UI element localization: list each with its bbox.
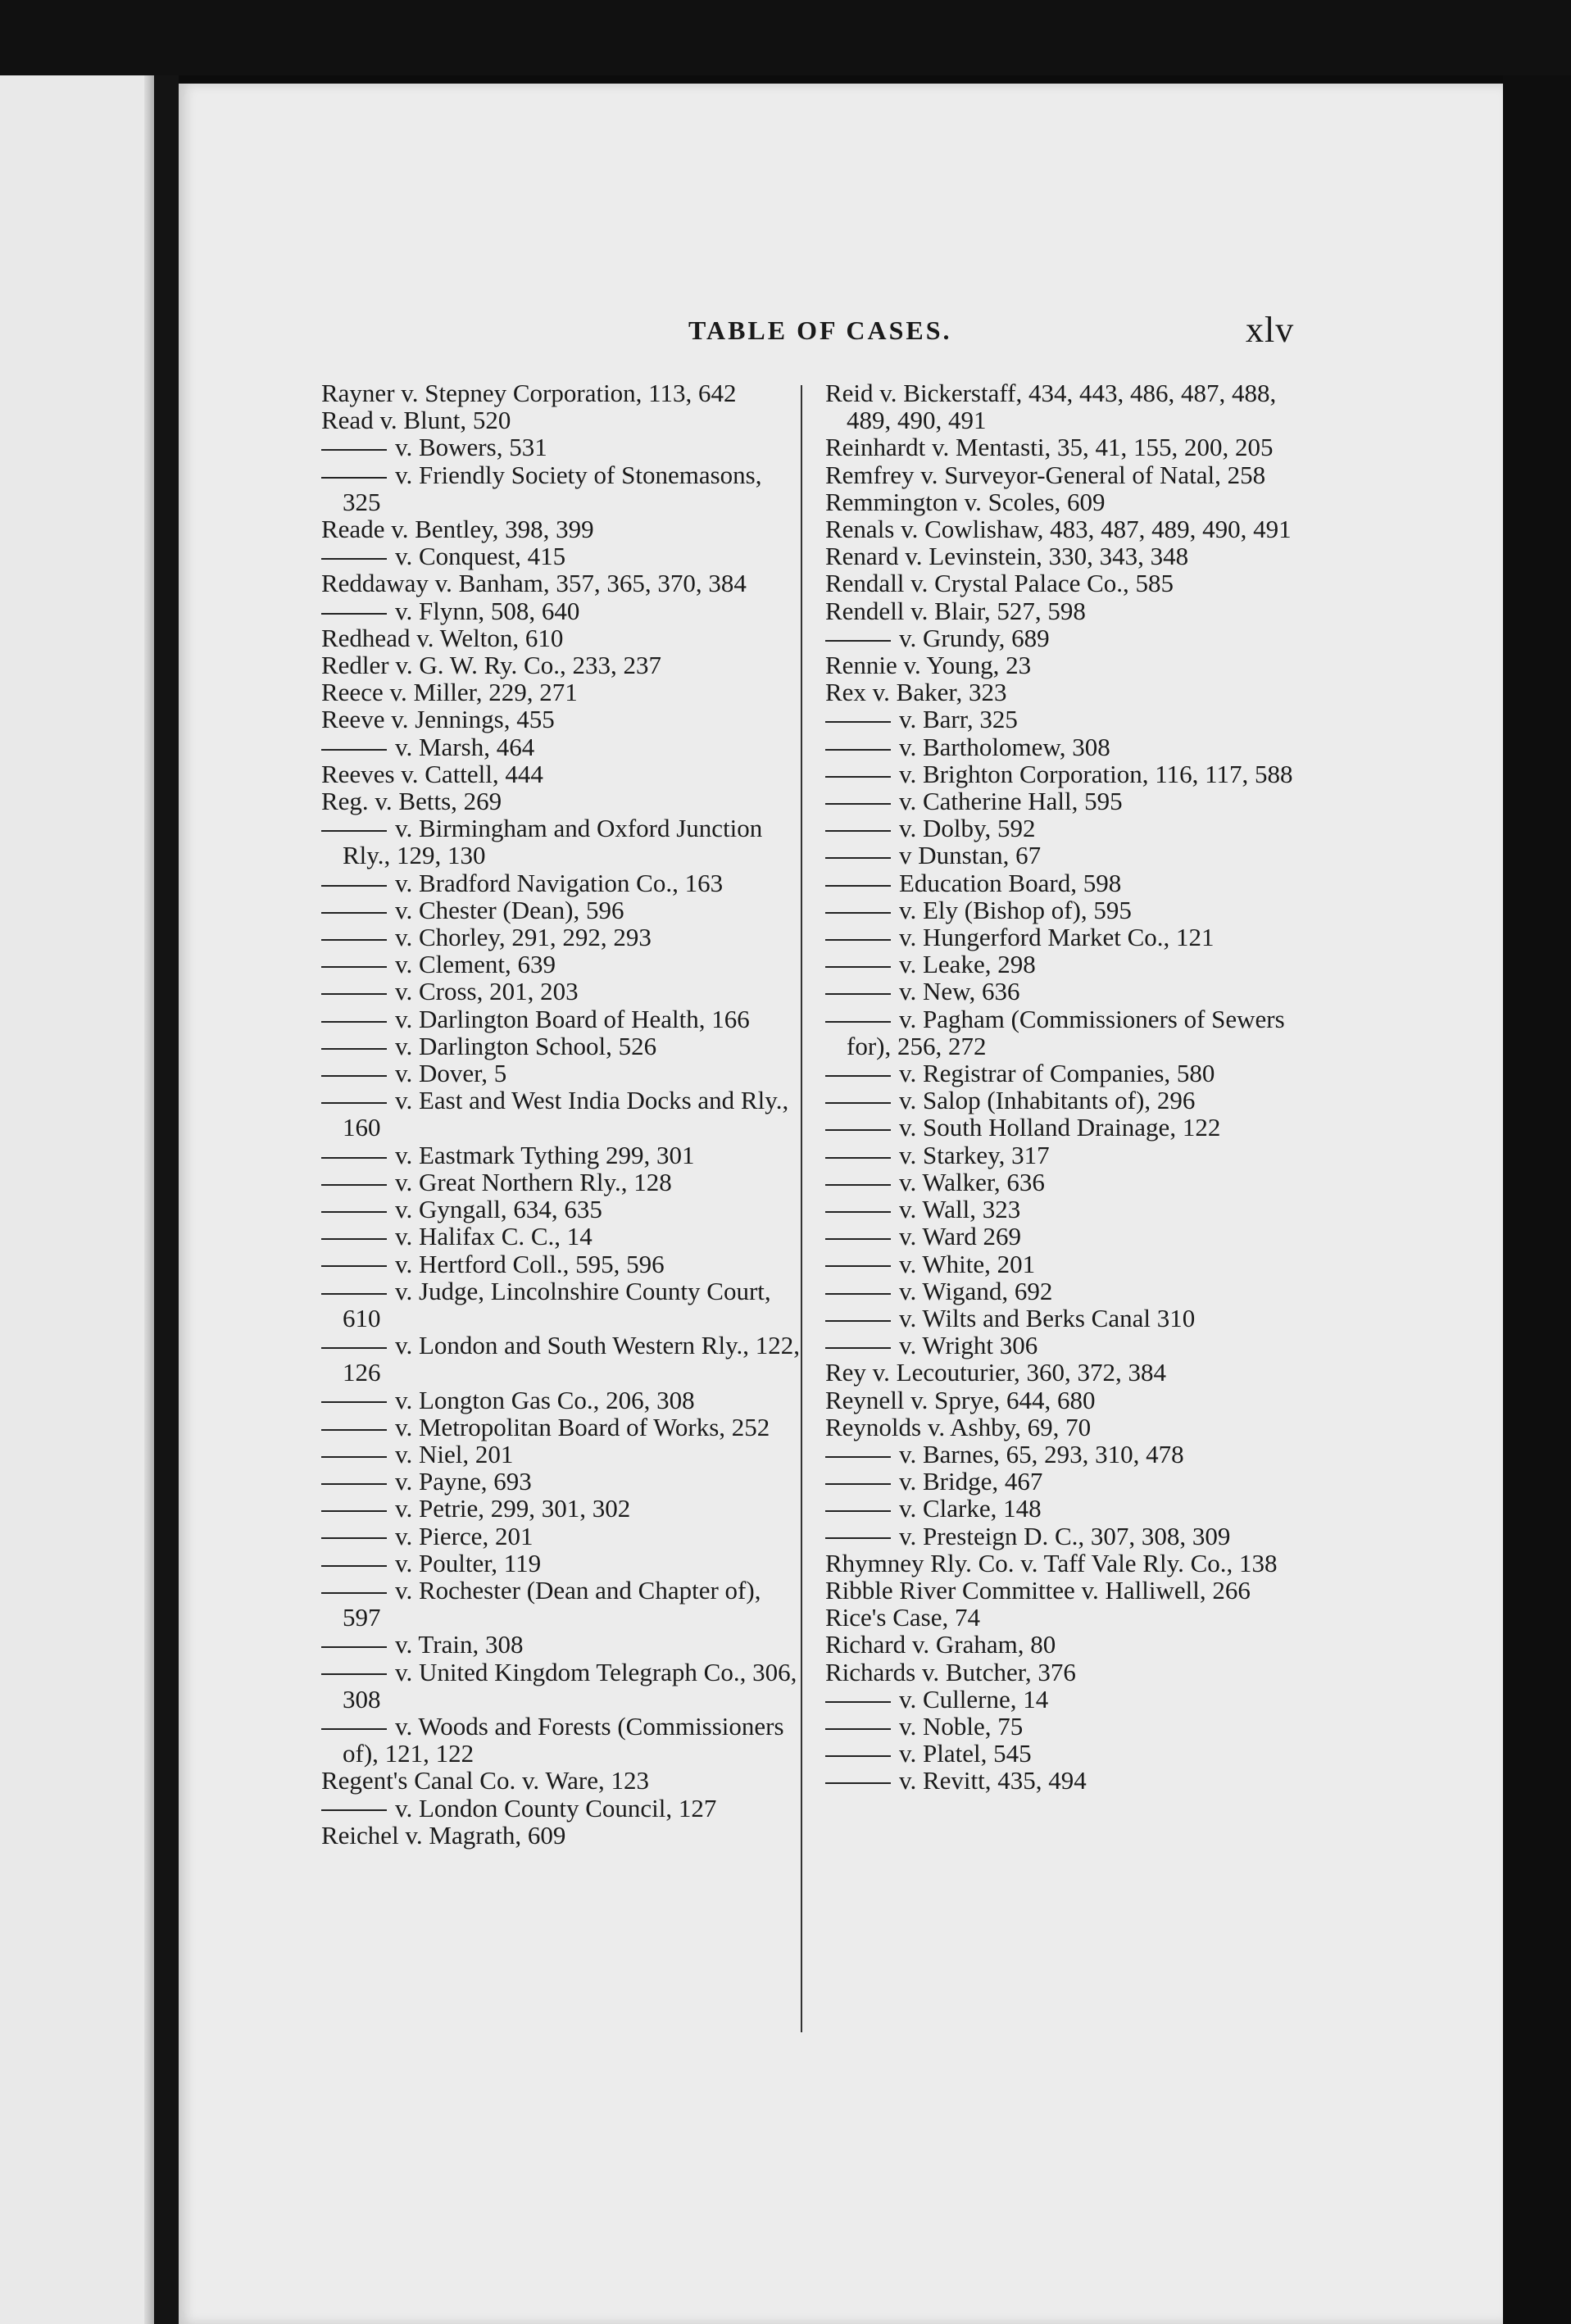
case-entry bbox=[321, 1550, 803, 1577]
case-text: Rendall v. Crystal Palace Co., 585 bbox=[825, 569, 1174, 598]
ditto-dash bbox=[825, 1265, 891, 1267]
ditto-dash bbox=[321, 830, 387, 832]
ditto-dash bbox=[825, 885, 891, 887]
case-text: Rendell v. Blair, 527, 598 bbox=[825, 596, 1086, 625]
case-text: Reeve v. Jennings, 455 bbox=[321, 705, 555, 734]
case-entry bbox=[321, 1005, 803, 1033]
case-text: v. Gyngall, 634, 635 bbox=[395, 1195, 602, 1224]
case-entry bbox=[825, 1060, 1304, 1087]
case-entry bbox=[321, 788, 803, 815]
case-text: v. Cross, 201, 203 bbox=[395, 977, 579, 1006]
case-entry bbox=[321, 978, 803, 1005]
case-text: v. Conquest, 415 bbox=[395, 542, 566, 571]
ditto-dash bbox=[321, 1401, 387, 1403]
case-text: v. White, 201 bbox=[899, 1249, 1036, 1278]
case-entry bbox=[825, 1005, 1304, 1060]
case-entry bbox=[321, 1278, 803, 1332]
case-entry bbox=[321, 924, 803, 951]
case-text: v. Flynn, 508, 640 bbox=[395, 596, 580, 625]
case-entry bbox=[825, 842, 1304, 869]
case-text: v. Eastmark Tything 299, 301 bbox=[395, 1140, 695, 1169]
case-text: v. Rochester (Dean and Chapter of), 597 bbox=[343, 1575, 761, 1632]
right-column bbox=[825, 379, 1304, 1795]
case-text: Education Board, 598 bbox=[899, 868, 1122, 897]
case-entry bbox=[825, 1387, 1304, 1414]
case-entry bbox=[825, 515, 1304, 542]
case-entry bbox=[825, 597, 1304, 624]
case-text: v. United Kingdom Telegraph Co., 306, 308 bbox=[343, 1657, 797, 1713]
case-text: v Dunstan, 67 bbox=[899, 841, 1042, 870]
case-entry bbox=[321, 1251, 803, 1278]
ditto-dash bbox=[321, 1293, 387, 1295]
case-text: Reece v. Miller, 229, 271 bbox=[321, 678, 578, 707]
case-entry bbox=[321, 1822, 803, 1849]
case-text: v. Revitt, 435, 494 bbox=[899, 1766, 1087, 1795]
case-text: v. Walker, 636 bbox=[899, 1167, 1045, 1196]
ditto-dash bbox=[321, 1483, 387, 1485]
case-text: Reichel v. Magrath, 609 bbox=[321, 1820, 566, 1850]
case-entry bbox=[825, 624, 1304, 651]
case-text: v. Darlington Board of Health, 166 bbox=[395, 1004, 750, 1033]
case-entry bbox=[321, 379, 803, 406]
case-text: Rex v. Baker, 323 bbox=[825, 678, 1007, 707]
scan-right-border bbox=[1503, 75, 1571, 2324]
case-entry bbox=[825, 1577, 1304, 1604]
ditto-dash bbox=[825, 1456, 891, 1458]
case-entry bbox=[825, 1713, 1304, 1740]
ditto-dash bbox=[825, 1782, 891, 1784]
case-entry bbox=[321, 1495, 803, 1522]
case-text: Rayner v. Stepney Corporation, 113, 642 bbox=[321, 379, 737, 407]
case-entry bbox=[321, 951, 803, 978]
case-entry bbox=[321, 1795, 803, 1822]
ditto-dash bbox=[321, 1537, 387, 1539]
ditto-dash bbox=[321, 1673, 387, 1675]
case-entry bbox=[825, 815, 1304, 842]
case-entry bbox=[825, 488, 1304, 515]
case-text: v. East and West India Docks and Rly., 160 bbox=[343, 1086, 789, 1142]
ditto-dash bbox=[825, 1238, 891, 1240]
case-text: Reeves v. Cattell, 444 bbox=[321, 759, 543, 788]
case-text: v. Wigand, 692 bbox=[899, 1276, 1053, 1305]
case-entry bbox=[321, 1387, 803, 1414]
case-text: v. Clarke, 148 bbox=[899, 1494, 1042, 1523]
case-text: Reddaway v. Banham, 357, 365, 370, 384 bbox=[321, 569, 747, 598]
ditto-dash bbox=[321, 993, 387, 995]
case-entry bbox=[825, 1740, 1304, 1767]
book-gutter bbox=[154, 75, 179, 2324]
ditto-dash bbox=[825, 1701, 891, 1703]
ditto-dash bbox=[825, 857, 891, 859]
ditto-dash bbox=[321, 1510, 387, 1512]
ditto-dash bbox=[321, 1809, 387, 1811]
case-entry bbox=[321, 760, 803, 788]
case-entry bbox=[321, 1713, 803, 1767]
case-entry bbox=[321, 1033, 803, 1060]
case-text: v. Bridge, 467 bbox=[899, 1467, 1043, 1496]
case-entry bbox=[321, 869, 803, 896]
facing-page-edge bbox=[0, 75, 154, 2324]
ditto-dash bbox=[825, 776, 891, 778]
ditto-dash bbox=[321, 1238, 387, 1240]
case-entry bbox=[825, 760, 1304, 788]
ditto-dash bbox=[321, 885, 387, 887]
case-entry bbox=[825, 1767, 1304, 1794]
case-entry bbox=[825, 978, 1304, 1005]
case-entry bbox=[321, 1523, 803, 1550]
case-text: v. South Holland Drainage, 122 bbox=[899, 1113, 1221, 1142]
ditto-dash bbox=[825, 830, 891, 832]
ditto-dash bbox=[321, 1102, 387, 1104]
ditto-dash bbox=[825, 1537, 891, 1539]
case-entry bbox=[321, 1767, 803, 1794]
case-entry bbox=[825, 896, 1304, 924]
case-entry bbox=[825, 570, 1304, 597]
case-text: v. Metropolitan Board of Works, 252 bbox=[395, 1412, 770, 1441]
case-text: v. Bradford Navigation Co., 163 bbox=[395, 868, 724, 897]
ditto-dash bbox=[321, 749, 387, 751]
case-text: v. Darlington School, 526 bbox=[395, 1031, 657, 1060]
case-text: Rhymney Rly. Co. v. Taff Vale Rly. Co., 138 bbox=[825, 1548, 1278, 1577]
ditto-dash bbox=[825, 966, 891, 968]
ditto-dash bbox=[321, 558, 387, 560]
ditto-dash bbox=[825, 1211, 891, 1213]
case-text: Richard v. Graham, 80 bbox=[825, 1630, 1056, 1659]
case-entry bbox=[321, 1169, 803, 1196]
ditto-dash bbox=[825, 1510, 891, 1512]
case-text: v. Payne, 693 bbox=[395, 1467, 532, 1496]
case-text: v. New, 636 bbox=[899, 977, 1020, 1006]
case-text: v. Dover, 5 bbox=[395, 1059, 507, 1088]
case-text: v. London and South Western Rly., 122, 126 bbox=[343, 1331, 801, 1387]
ditto-dash bbox=[825, 1347, 891, 1349]
case-entry bbox=[825, 1550, 1304, 1577]
ditto-dash bbox=[825, 1157, 891, 1159]
case-text: v. Hungerford Market Co., 121 bbox=[899, 923, 1215, 952]
ditto-dash bbox=[825, 1755, 891, 1757]
ditto-dash bbox=[321, 1157, 387, 1159]
case-entry bbox=[825, 1495, 1304, 1522]
ditto-dash bbox=[825, 1102, 891, 1104]
case-entry bbox=[825, 1278, 1304, 1305]
case-entry bbox=[825, 679, 1304, 706]
case-entry bbox=[825, 651, 1304, 679]
case-text: Reade v. Bentley, 398, 399 bbox=[321, 515, 594, 544]
case-text: v. Ward 269 bbox=[899, 1222, 1022, 1251]
case-entry bbox=[825, 542, 1304, 570]
case-text: v. Longton Gas Co., 206, 308 bbox=[395, 1385, 695, 1414]
ditto-dash bbox=[825, 912, 891, 914]
case-text: v. Halifax C. C., 14 bbox=[395, 1222, 593, 1251]
case-entry bbox=[321, 1142, 803, 1169]
case-text: Redhead v. Welton, 610 bbox=[321, 623, 564, 652]
case-entry bbox=[321, 461, 803, 515]
case-text: v. Train, 308 bbox=[395, 1630, 524, 1659]
case-text: Read v. Blunt, 520 bbox=[321, 406, 511, 435]
case-entry bbox=[321, 651, 803, 679]
case-entry bbox=[321, 1060, 803, 1087]
case-entry bbox=[825, 461, 1304, 488]
case-entry bbox=[321, 1659, 803, 1713]
ditto-dash bbox=[825, 640, 891, 642]
case-entry bbox=[825, 706, 1304, 733]
case-entry bbox=[825, 1441, 1304, 1468]
case-text: v. Hertford Coll., 595, 596 bbox=[395, 1249, 665, 1278]
ditto-dash bbox=[825, 749, 891, 751]
case-text: v. Brighton Corporation, 116, 117, 588 bbox=[899, 759, 1293, 788]
case-text: v. Cullerne, 14 bbox=[899, 1684, 1049, 1713]
ditto-dash bbox=[825, 1728, 891, 1730]
case-entry bbox=[825, 379, 1304, 433]
case-text: v. Great Northern Rly., 128 bbox=[395, 1167, 672, 1196]
case-text: v. Leake, 298 bbox=[899, 950, 1036, 979]
case-text: Redler v. G. W. Ry. Co., 233, 237 bbox=[321, 651, 661, 680]
case-entry bbox=[321, 433, 803, 461]
case-text: v. Grundy, 689 bbox=[899, 623, 1050, 652]
case-entry bbox=[321, 542, 803, 570]
ditto-dash bbox=[321, 1184, 387, 1186]
page-title: TABLE OF CASES. bbox=[688, 315, 952, 345]
case-text: v. London County Council, 127 bbox=[395, 1793, 717, 1822]
case-text: v. Judge, Lincolnshire County Court, 610 bbox=[343, 1276, 771, 1332]
case-text: Renard v. Levinstein, 330, 343, 348 bbox=[825, 542, 1189, 571]
ditto-dash bbox=[321, 1429, 387, 1431]
case-text: v. Dolby, 592 bbox=[899, 814, 1036, 843]
case-text: v. Friendly Society of Stonemasons, 325 bbox=[343, 460, 762, 516]
case-entry bbox=[321, 570, 803, 597]
ditto-dash bbox=[321, 1021, 387, 1023]
case-entry bbox=[321, 624, 803, 651]
case-entry bbox=[321, 406, 803, 433]
case-text: v. Barr, 325 bbox=[899, 705, 1018, 734]
ditto-dash bbox=[321, 1265, 387, 1267]
case-text: Reg. v. Betts, 269 bbox=[321, 787, 502, 816]
case-entry bbox=[825, 1659, 1304, 1686]
case-text: Rice's Case, 74 bbox=[825, 1603, 980, 1632]
case-text: Ribble River Committee v. Halliwell, 266 bbox=[825, 1575, 1251, 1605]
case-entry bbox=[321, 1441, 803, 1468]
case-entry bbox=[825, 1523, 1304, 1550]
ditto-dash bbox=[321, 1456, 387, 1458]
case-entry bbox=[825, 1251, 1304, 1278]
case-entry bbox=[321, 1468, 803, 1495]
ditto-dash bbox=[321, 477, 387, 479]
ditto-dash bbox=[825, 1483, 891, 1485]
ditto-dash bbox=[321, 613, 387, 615]
case-entry bbox=[321, 815, 803, 869]
case-entry bbox=[825, 951, 1304, 978]
case-entry bbox=[321, 1631, 803, 1658]
case-entry bbox=[825, 1142, 1304, 1169]
case-text: v. Chorley, 291, 292, 293 bbox=[395, 923, 652, 952]
case-entry bbox=[825, 1114, 1304, 1141]
case-entry bbox=[825, 924, 1304, 951]
case-entry bbox=[321, 1223, 803, 1250]
case-entry bbox=[321, 679, 803, 706]
case-text: v. Bartholomew, 308 bbox=[899, 732, 1110, 761]
ditto-dash bbox=[321, 1565, 387, 1567]
case-text: Regent's Canal Co. v. Ware, 123 bbox=[321, 1766, 649, 1795]
case-entry bbox=[321, 597, 803, 624]
page-number: xlv bbox=[1246, 310, 1295, 350]
case-text: v. Barnes, 65, 293, 310, 478 bbox=[899, 1439, 1184, 1468]
case-text: Renals v. Cowlishaw, 483, 487, 489, 490, 491 bbox=[825, 515, 1292, 544]
case-entry bbox=[321, 1196, 803, 1223]
case-entry bbox=[825, 1223, 1304, 1250]
case-text: v. Poulter, 119 bbox=[395, 1548, 542, 1577]
case-entry bbox=[321, 1087, 803, 1141]
case-entry bbox=[321, 1332, 803, 1386]
ditto-dash bbox=[825, 1075, 891, 1077]
case-text: v. Clement, 639 bbox=[395, 950, 556, 979]
case-text: Rey v. Lecouturier, 360, 372, 384 bbox=[825, 1358, 1167, 1387]
case-entry bbox=[825, 1686, 1304, 1713]
case-entry bbox=[825, 869, 1304, 896]
left-column bbox=[321, 379, 803, 1849]
case-entry bbox=[321, 515, 803, 542]
case-text: v. Marsh, 464 bbox=[395, 732, 535, 761]
case-text: Richards v. Butcher, 376 bbox=[825, 1657, 1076, 1686]
case-text: Reynell v. Sprye, 644, 680 bbox=[825, 1385, 1096, 1414]
case-text: Reynolds v. Ashby, 69, 70 bbox=[825, 1412, 1092, 1441]
case-text: v. Salop (Inhabitants of), 296 bbox=[899, 1086, 1196, 1115]
case-text: Remmington v. Scoles, 609 bbox=[825, 487, 1106, 516]
case-entry bbox=[321, 896, 803, 924]
case-text: v. Noble, 75 bbox=[899, 1711, 1024, 1741]
ditto-dash bbox=[321, 939, 387, 941]
ditto-dash bbox=[825, 939, 891, 941]
ditto-dash bbox=[825, 1184, 891, 1186]
ditto-dash bbox=[321, 1075, 387, 1077]
case-text: v. Catherine Hall, 595 bbox=[899, 787, 1123, 816]
case-text: Reinhardt v. Mentasti, 35, 41, 155, 200, 205 bbox=[825, 433, 1274, 462]
case-text: v. Bowers, 531 bbox=[395, 433, 547, 462]
case-text: v. Chester (Dean), 596 bbox=[395, 895, 624, 924]
case-entry bbox=[825, 1359, 1304, 1386]
case-entry bbox=[825, 1332, 1304, 1359]
ditto-dash bbox=[321, 1592, 387, 1594]
case-text: v. Petrie, 299, 301, 302 bbox=[395, 1494, 631, 1523]
case-text: v. Starkey, 317 bbox=[899, 1140, 1050, 1169]
case-text: Rennie v. Young, 23 bbox=[825, 651, 1032, 680]
case-text: v. Birmingham and Oxford Junction Rly., 129, 130 bbox=[343, 814, 763, 870]
ditto-dash bbox=[825, 803, 891, 805]
ditto-dash bbox=[321, 1048, 387, 1050]
case-text: v. Platel, 545 bbox=[899, 1739, 1032, 1768]
case-entry bbox=[321, 1577, 803, 1631]
ditto-dash bbox=[321, 1646, 387, 1648]
ditto-dash bbox=[825, 1021, 891, 1023]
case-text: v. Niel, 201 bbox=[395, 1439, 514, 1468]
case-text: Remfrey v. Surveyor-General of Natal, 258 bbox=[825, 460, 1266, 489]
ditto-dash bbox=[321, 449, 387, 451]
case-entry bbox=[825, 733, 1304, 760]
case-entry bbox=[825, 1604, 1304, 1631]
case-entry bbox=[825, 1468, 1304, 1495]
ditto-dash bbox=[321, 966, 387, 968]
ditto-dash bbox=[321, 1347, 387, 1349]
case-text: Reid v. Bickerstaff, 434, 443, 486, 487, 488, 489, 490, 491 bbox=[825, 379, 1277, 435]
ditto-dash bbox=[825, 1129, 891, 1131]
case-text: v. Pagham (Commissioners of Sewers for), 256, 272 bbox=[847, 1004, 1285, 1060]
ditto-dash bbox=[825, 721, 891, 723]
ditto-dash bbox=[321, 1211, 387, 1213]
case-entry bbox=[825, 788, 1304, 815]
ditto-dash bbox=[825, 1293, 891, 1295]
case-entry bbox=[825, 1196, 1304, 1223]
ditto-dash bbox=[825, 1320, 891, 1322]
case-text: v. Wilts and Berks Canal 310 bbox=[899, 1303, 1196, 1332]
case-entry bbox=[825, 1087, 1304, 1114]
case-text: v. Woods and Forests (Commissioners of), 121, 122 bbox=[343, 1711, 784, 1768]
case-text: v. Presteign D. C., 307, 308, 309 bbox=[899, 1521, 1231, 1550]
case-entry bbox=[825, 433, 1304, 461]
case-entry bbox=[321, 733, 803, 760]
case-text: v. Pierce, 201 bbox=[395, 1521, 534, 1550]
case-entry bbox=[825, 1169, 1304, 1196]
case-text: v. Wright 306 bbox=[899, 1331, 1038, 1360]
case-entry bbox=[321, 706, 803, 733]
ditto-dash bbox=[321, 1728, 387, 1730]
scan-top-border bbox=[0, 0, 1571, 75]
case-entry bbox=[321, 1414, 803, 1441]
case-entry bbox=[825, 1305, 1304, 1332]
ditto-dash bbox=[825, 993, 891, 995]
ditto-dash bbox=[321, 912, 387, 914]
case-entry bbox=[825, 1414, 1304, 1441]
case-text: v. Wall, 323 bbox=[899, 1195, 1021, 1224]
case-entry bbox=[825, 1631, 1304, 1658]
case-text: v. Ely (Bishop of), 595 bbox=[899, 895, 1132, 924]
case-text: v. Registrar of Companies, 580 bbox=[899, 1059, 1215, 1088]
